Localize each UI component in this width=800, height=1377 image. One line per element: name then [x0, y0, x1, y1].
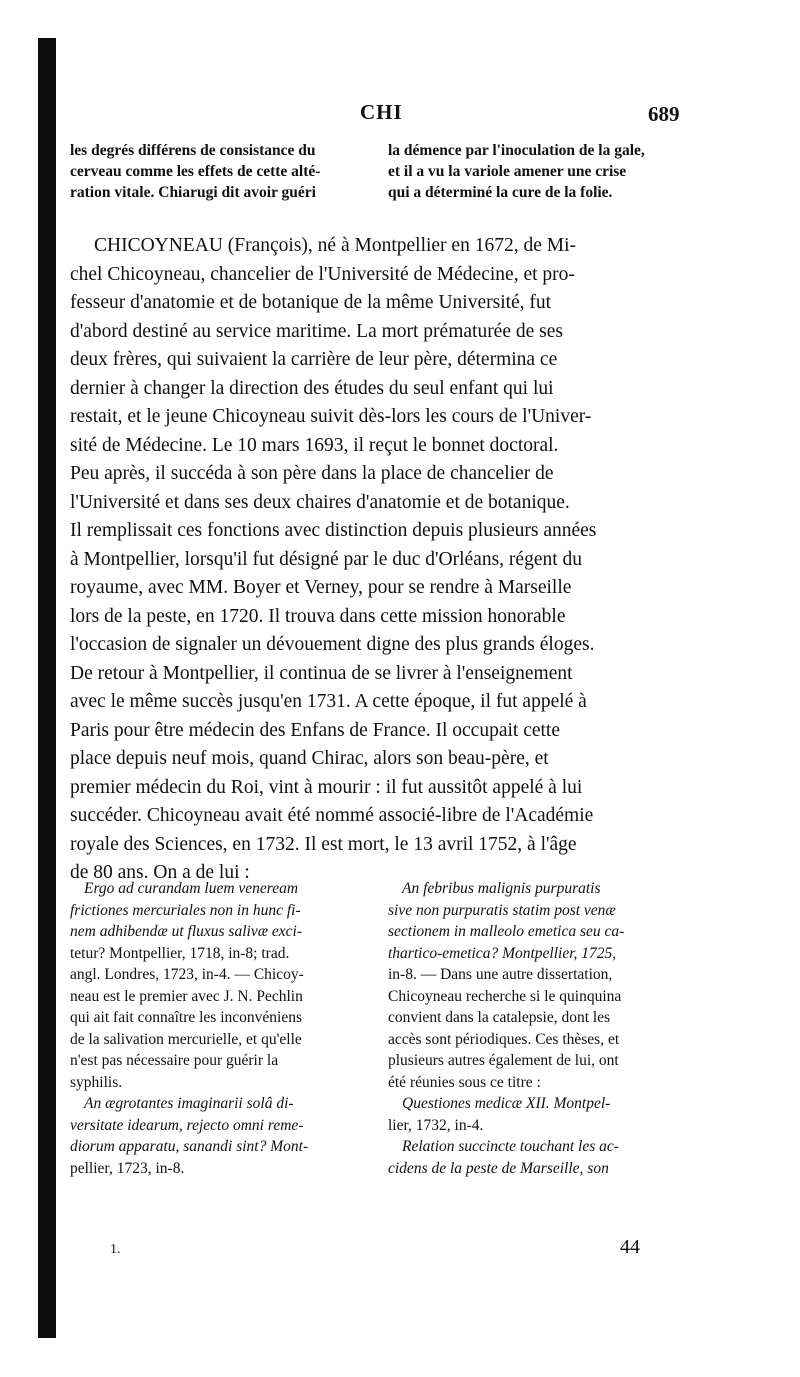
work-line: diorum apparatu, sanandi sint? Mont- [70, 1138, 309, 1155]
biography-entry [70, 232, 715, 888]
text-line: ration vitale. Chiarugi dit avoir guéri [70, 184, 316, 201]
entry-line: l'occasion de signaler un dévouement digne des plus grands éloges. [70, 634, 595, 655]
work-line: lier, 1732, in-4. [388, 1116, 484, 1134]
work-line: accès sont périodiques. Ces thèses, et [388, 1030, 620, 1048]
entry-line: restait, et le jeune Chicoyneau suivit dès-lors les cours de l'Univer- [70, 406, 592, 427]
entry-line: fesseur d'anatomie et de botanique de la même Université, fut [70, 292, 552, 313]
book-spine-shadow [38, 38, 56, 1338]
signature-mark: 1. [110, 1242, 121, 1257]
work-line: convient dans la catalepsie, dont les [388, 1009, 611, 1026]
work-line: nem adhibendæ ut fluxus salivæ exci- [70, 923, 303, 940]
work-line: syphilis. [70, 1073, 123, 1091]
top-right-column [388, 140, 718, 203]
work-line: frictiones mercuriales non in hunc fi- [70, 901, 301, 919]
entry-line: place depuis neuf mois, quand Chirac, alors son beau-père, et [70, 748, 549, 769]
work-line: An febribus malignis purpuratis [402, 880, 601, 897]
work-line: été réunies sous ce titre : [388, 1073, 541, 1091]
work-line: thartico-emetica? Montpellier, 1725, [388, 944, 617, 962]
entry-line: succéder. Chicoyneau avait été nommé associé-libre de l'Académie [70, 805, 594, 826]
entry-line: royaume, avec MM. Boyer et Verney, pour se rendre à Marseille [70, 577, 572, 598]
entry-line: De retour à Montpellier, il continua de se livrer à l'enseignement [70, 662, 573, 684]
top-left-column [70, 140, 380, 203]
work-line: tetur? Montpellier, 1718, in-8; trad. [70, 944, 290, 962]
entry-line: royale des Sciences, en 1732. Il est mort, le 13 avril 1752, à l'âge [70, 833, 577, 855]
work-line: n'est pas nécessaire pour guérir la [70, 1052, 279, 1069]
running-header [0, 100, 800, 130]
entry-line: Peu après, il succéda à son père dans la place de chancelier de [70, 463, 554, 484]
work-line: pellier, 1723, in-8. [70, 1159, 185, 1177]
work-line: sectionem in malleolo emetica seu ca- [388, 923, 625, 940]
entry-line: lors de la peste, en 1720. Il trouva dans cette mission honorable [70, 605, 566, 627]
entry-line: Il remplissait ces fonctions avec distinction depuis plusieurs années [70, 520, 597, 541]
entry-line: d'abord destiné au service maritime. La mort prématurée de ses [70, 320, 563, 342]
text-line: cerveau comme les effets de cette alté- [70, 163, 321, 180]
entry-line: à Montpellier, lorsqu'il fut désigné par le duc d'Orléans, régent du [70, 548, 583, 570]
entry-line: l'Université et dans ses deux chaires d'anatomie et de botanique. [70, 491, 570, 513]
works-left-column [70, 878, 380, 1179]
work-line: in-8. — Dans une autre dissertation, [388, 966, 613, 983]
text-line: les degrés différens de consistance du [70, 142, 316, 159]
page-number: 689 [648, 102, 680, 126]
work-line: versitate idearum, rejecto omni reme- [70, 1116, 304, 1134]
work-line: qui ait fait connaître les inconvéniens [70, 1009, 302, 1026]
text-line: la démence par l'inoculation de la gale, [388, 142, 645, 159]
work-line: cidens de la peste de Marseille, son [388, 1159, 609, 1177]
work-line: neau est le premier avec J. N. Pechlin [70, 987, 303, 1005]
entry-line: avec le même succès jusqu'en 1731. A cette époque, il fut appelé à [70, 691, 587, 712]
folio-mark: 44 [620, 1236, 640, 1258]
work-line: de la salivation mercurielle, et qu'elle [70, 1030, 302, 1048]
entry-line: deux frères, qui suivaient la carrière de leur père, détermina ce [70, 349, 558, 370]
text-line: et il a vu la variole amener une crise [388, 163, 627, 180]
work-line: Relation succincte touchant les ac- [402, 1138, 619, 1155]
entry-line: chel Chicoyneau, chancelier de l'Université de Médecine, et pro- [70, 263, 575, 285]
works-right-column [388, 878, 718, 1179]
work-line: Ergo ad curandam luem veneream [84, 880, 299, 897]
running-head: CHI [360, 100, 403, 124]
work-line: Questiones medicæ XII. Montpel- [402, 1095, 611, 1112]
entry-lead-line: CHICOYNEAU (François), né à Montpellier en 1672, de Mi- [94, 235, 576, 256]
entry-line: de 80 ans. On a de lui : [70, 862, 250, 883]
work-line: An ægrotantes imaginarii solâ di- [84, 1095, 294, 1112]
text-line: qui a déterminé la cure de la folie. [388, 184, 613, 201]
work-line: Chicoyneau recherche si le quinquina [388, 987, 622, 1005]
entry-line: Paris pour être médecin des Enfans de France. Il occupait cette [70, 719, 561, 741]
entry-line: dernier à changer la direction des études du seul enfant qui lui [70, 377, 554, 399]
entry-line: sité de Médecine. Le 10 mars 1693, il reçut le bonnet doctoral. [70, 434, 559, 456]
entry-line: premier médecin du Roi, vint à mourir : il fut aussitôt appelé à lui [70, 776, 583, 798]
work-line: angl. Londres, 1723, in-4. — Chicoy- [70, 966, 304, 983]
work-line: plusieurs autres également de lui, ont [388, 1052, 619, 1069]
work-line: sive non purpuratis statim post venæ [388, 901, 616, 919]
